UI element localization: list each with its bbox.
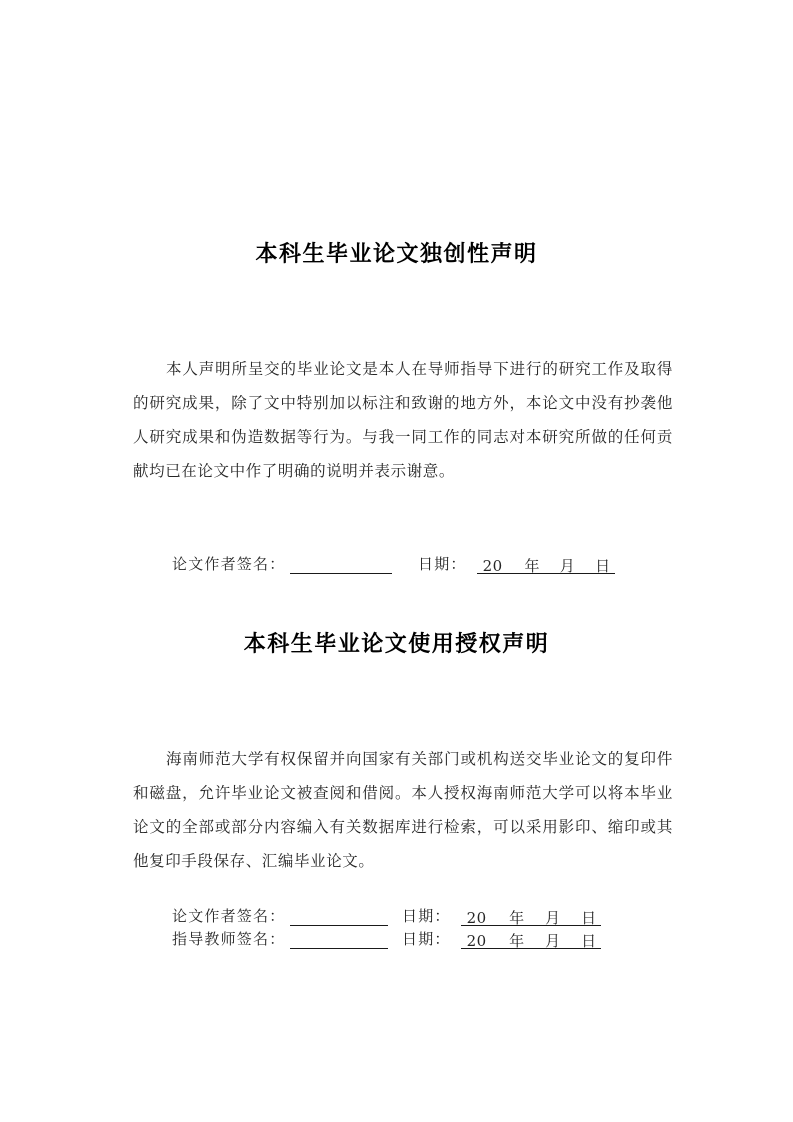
date-blank[interactable] [477,555,615,574]
date-day-unit: 日 [581,909,597,927]
author-signature-label: 论文作者签名： [172,907,286,925]
signature-row [133,926,673,949]
date-year-prefix: 20 [466,932,487,950]
date-blank[interactable] [461,907,601,926]
usage-authorization-body [133,742,673,878]
date-month-unit: 月 [559,557,576,575]
usage-authorization-title: 本科生毕业论文使用授权声明 [243,631,550,657]
author-signature-blank[interactable] [290,556,392,574]
date-month-unit: 月 [545,932,561,950]
author-signature-label: 论文作者签名： [172,555,286,573]
signature-row [133,903,673,926]
originality-declaration-paragraph: 本人声明所呈交的毕业论文是本人在导师指导下进行的研究工作及取得的研究成果，除了文中特别加以标注和致谢的地方外，本论文中没有抄袭他人研究成果和伪造数据等行为。与我一同工作的同志对本研究所做的任何贡献均已在论文中作了明确的说明并表示谢意。 [133,360,673,480]
date-year-prefix: 20 [482,557,503,575]
date-year-unit: 年 [509,932,525,950]
date-year-prefix: 20 [466,909,487,927]
authorization-signature-block [133,903,673,949]
advisor-signature-label: 指导教师签名： [172,930,286,948]
originality-declaration-body [133,352,673,488]
date-label: 日期： [418,555,467,573]
date-label: 日期： [402,907,451,925]
date-month-unit: 月 [545,909,561,927]
date-year-unit: 年 [524,557,540,575]
date-year-unit: 年 [509,909,525,927]
advisor-signature-blank[interactable] [290,931,388,949]
date-day-unit: 日 [581,932,597,950]
originality-declaration-title: 本科生毕业论文独创性声明 [255,241,538,267]
usage-authorization-paragraph: 海南师范大学有权保留并向国家有关部门或机构送交毕业论文的复印件和磁盘，允许毕业论文被查阅和借阅。本人授权海南师范大学可以将本毕业论文的全部或部分内容编入有关数据库进行检索，可以采用影印、缩印或其他复印手段保存、汇编毕业论文。 [133,750,673,870]
date-label: 日期： [402,930,451,948]
originality-signature-block [133,548,673,574]
signature-row [133,548,673,574]
date-day-unit: 日 [595,557,611,575]
date-blank[interactable] [461,930,601,949]
author-signature-blank[interactable] [290,908,388,926]
